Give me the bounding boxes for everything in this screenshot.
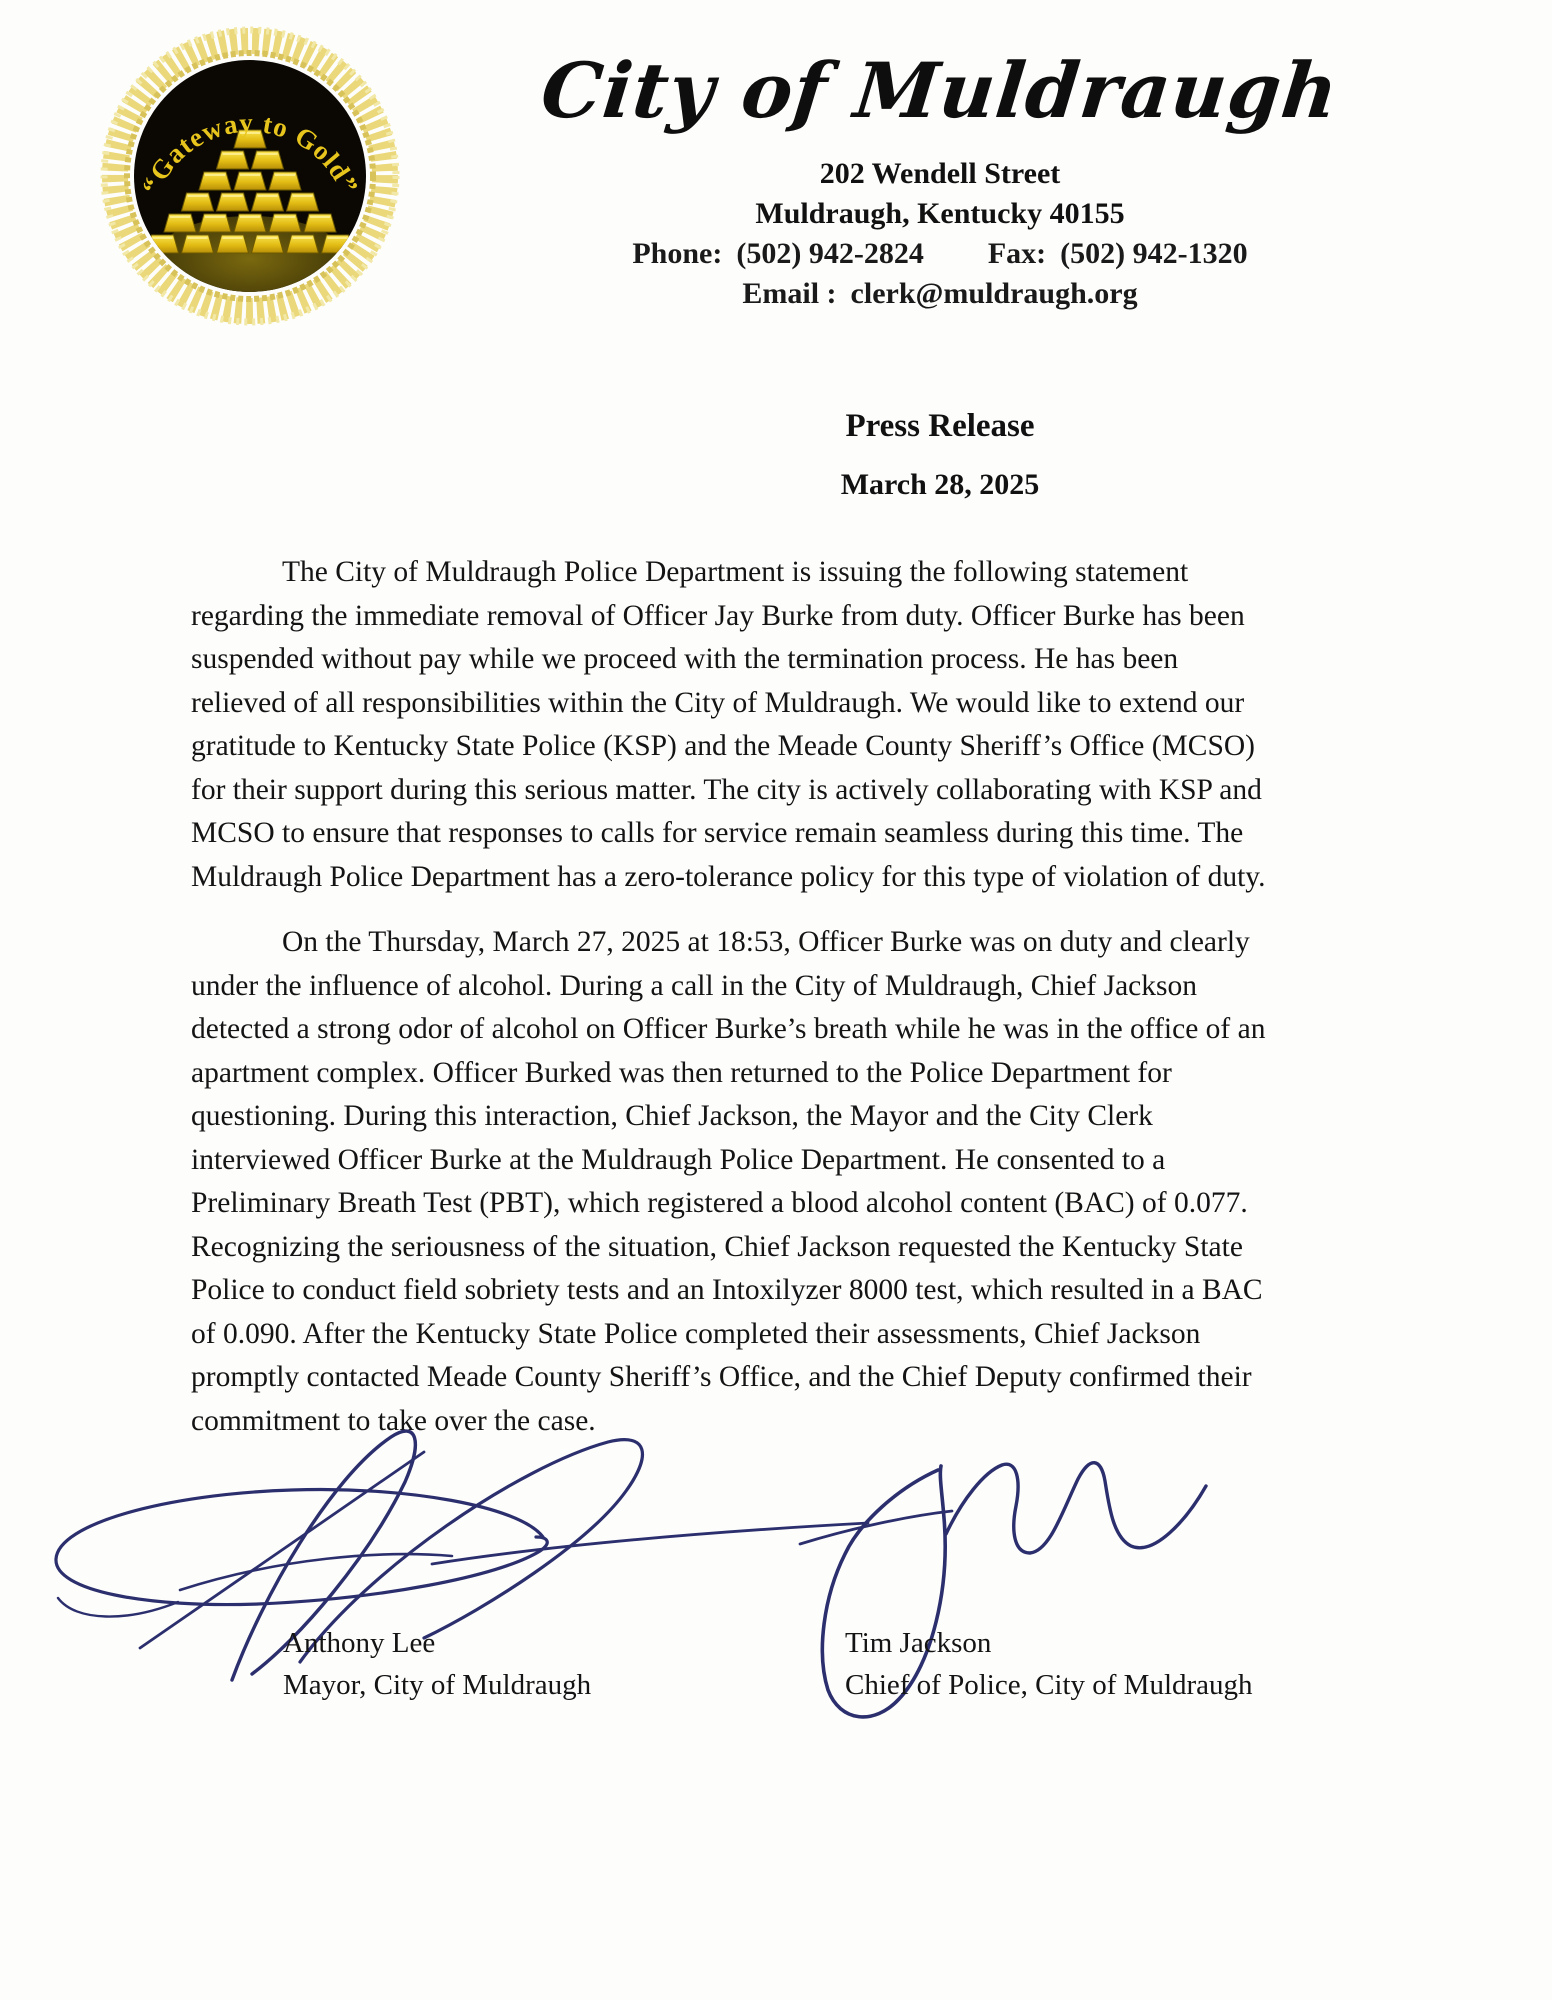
text-line: interviewed Officer Burke at the Muldraugh Police Department. He consented to a (191, 1143, 1166, 1176)
text-line: promptly contacted Meade County Sheriff’s Office, and the Chief Deputy confirmed their (191, 1361, 1252, 1393)
signatory-right (845, 1622, 1253, 1706)
text-line: apartment complex. Officer Burked was then returned to the Police Department for (191, 1056, 1172, 1089)
text-line: Recognizing the seriousness of the situation, Chief Jackson requested the Kentucky State (191, 1230, 1243, 1263)
text-line: gratitude to Kentucky State Police (KSP) and the Meade County Sheriff’s Office (MCSO) (191, 730, 1255, 762)
text-line: questioning. During this interaction, Chief Jackson, the Mayor and the City Clerk (191, 1100, 1153, 1132)
fax-number: (502) 942-1320 (1060, 237, 1248, 270)
text-line: On the Thursday, March 27, 2025 at 18:53, Officer Burke was on duty and clearly (282, 926, 1250, 958)
phone-label: Phone: (632, 237, 723, 270)
email-label: Email : (742, 277, 837, 310)
text-line: detected a strong odor of alcohol on Officer Burke’s breath while he was in the office of an (191, 1013, 1266, 1045)
text-line: for their support during this serious matter. The city is actively collaborating with KSP and (191, 773, 1262, 806)
body-paragraph-1 (191, 551, 1431, 899)
signatory-left (283, 1622, 591, 1706)
seal-motto-text: “Gateway to Gold” (135, 107, 365, 199)
text-line: regarding the immediate removal of Officer Jay Burke from duty. Officer Burke has been (191, 599, 1245, 632)
text-line: Preliminary Breath Test (PBT), which registered a blood alcohol content (BAC) of 0.077. (191, 1187, 1248, 1219)
email-address: clerk@muldraugh.org (850, 277, 1138, 310)
phone-fax-row (420, 234, 1460, 274)
address-street: 202 Wendell Street (819, 157, 1061, 190)
signatory-right-name: Tim Jackson (845, 1627, 992, 1659)
fax-label: Fax: (987, 237, 1047, 270)
text-line: Police to conduct field sobriety tests and an Intoxilyzer 8000 test, which resulted in a BAC (191, 1274, 1263, 1306)
text-line: The City of Muldraugh Police Department is issuing the following statement (282, 556, 1189, 588)
signatures-ink (0, 1400, 1552, 1760)
text-line: commitment to take over the case. (191, 1404, 596, 1437)
text-line: suspended without pay while we proceed with the termination process. He has been (191, 643, 1179, 675)
body-paragraph-2 (191, 921, 1431, 1443)
phone-number: (502) 942-2824 (736, 237, 924, 270)
text-line: relieved of all responsibilities within the City of Muldraugh. We would like to extend our (191, 686, 1245, 719)
text-line: under the influence of alcohol. During a call in the City of Muldraugh, Chief Jackson (191, 969, 1198, 1002)
address-city-state-zip: Muldraugh, Kentucky 40155 (755, 197, 1125, 230)
letterhead (420, 36, 1460, 314)
text-line: MCSO to ensure that responses to calls for service remain seamless during this time. The (191, 817, 1244, 849)
address-block (420, 154, 1460, 314)
signatory-left-name: Anthony Lee (283, 1627, 436, 1659)
city-title: City of Muldraugh (537, 46, 1343, 135)
text-line: of 0.090. After the Kentucky State Police completed their assessments, Chief Jackson (191, 1317, 1201, 1350)
text-line: Muldraugh Police Department has a zero-tolerance policy for this type of violation of duty. (191, 860, 1266, 893)
city-seal (100, 26, 400, 326)
signatory-right-title: Chief of Police, City of Muldraugh (845, 1669, 1253, 1701)
press-release-heading: Press Release (845, 408, 1035, 444)
signatory-left-title: Mayor, City of Muldraugh (283, 1669, 592, 1701)
email-row (420, 274, 1460, 314)
press-release-date: March 28, 2025 (840, 468, 1040, 501)
